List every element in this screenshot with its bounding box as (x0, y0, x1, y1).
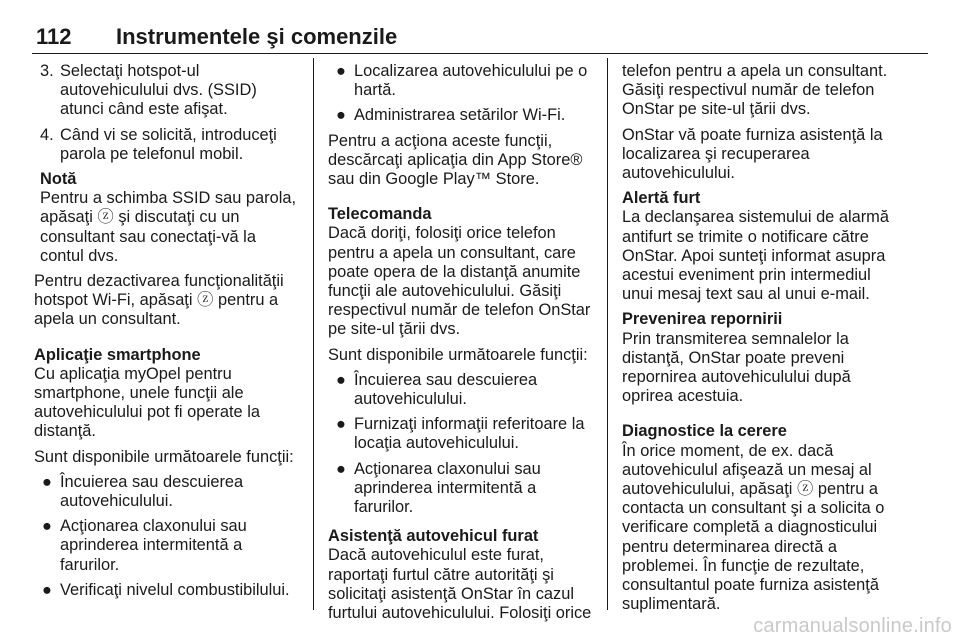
paragraph: Dacă autovehiculul este furat, raportaţi furtul către autorităţi şi solicitaţi asistenţă OnStar în cazul furtului autovehiculului. Folosiţi orice (328, 546, 592, 623)
page-title: Instrumentele şi comenzile (116, 24, 398, 49)
column-2 (328, 62, 598, 629)
section-title: Diagnostice la cerere (622, 422, 787, 441)
bullet-icon: ● (336, 106, 346, 125)
note-text: Pentru a schimba SSID sau parola, apăsaţi ⓩ şi discutaţi cu un consultant sau conectaţi-vă la contul dvs. (40, 189, 297, 265)
paragraph: Dacă doriţi, folosiţi orice telefon pentru a apela un consultant, care poate opera de la distanţă anumite funcţii ale autovehiculului. Găsiţi respectivul număr de telefon OnStar pe site-ul ţării dvs. (328, 224, 591, 339)
remote-feature-list (328, 371, 598, 517)
step-text: Când vi se solicită, introduceţi parola pe telefonul mobil. (60, 125, 277, 163)
list-item: ● Încuierea sau descuierea autovehiculului. (336, 370, 538, 409)
section-title: Asistenţă autovehicul furat (328, 527, 539, 546)
paragraph: OnStar vă poate furniza asistenţă la localizarea şi recuperarea autovehiculului. (622, 125, 883, 183)
bullet-icon: ● (42, 580, 52, 599)
list-intro: Sunt disponibile următoarele funcţii: (328, 345, 588, 364)
column-divider-2 (607, 58, 608, 610)
paragraph: Cu aplicaţia myOpel pentru smartphone, unele funcţii ale autovehiculului pot fi operate la distanţă. (34, 364, 260, 441)
bullet-icon: ● (42, 472, 52, 491)
list-item: ● Furnizaţi informaţii referitoare la locaţia autovehiculului. (336, 415, 585, 453)
list-item: ● Încuierea sau descuierea autovehiculului. (42, 472, 244, 511)
note-box (34, 170, 304, 266)
section-title: Prevenirea repornirii (622, 310, 783, 329)
list-item: ● Administrarea setărilor Wi-Fi. (336, 106, 566, 125)
bullet-icon: ● (42, 517, 52, 536)
paragraph: Prin transmiterea semnalelor la distanţă, OnStar poate preveni repornirea autovehiculului după oprirea acestuia. (622, 329, 851, 406)
paragraph: Pentru dezactivarea funcţionalităţii hotspot Wi-Fi, apăsaţi ⓩ pentru a apela un consultant. (34, 272, 284, 329)
page-number: 112 (36, 24, 72, 49)
step-number: 4. (40, 125, 54, 144)
steps-list (34, 62, 304, 164)
bullet-icon: ● (336, 62, 346, 80)
step-item (34, 126, 304, 164)
feature-list-continued (328, 62, 598, 126)
step-text: Selectaţi hotspot-ul autovehiculului dvs. (SSID) atunci când este afişat. (60, 62, 257, 119)
list-item: ● Acţionarea claxonului sau aprinderea intermitentă a farurilor. (42, 517, 247, 574)
bullet-icon: ● (336, 370, 346, 389)
bullet-icon: ● (336, 459, 346, 478)
page-header (32, 22, 928, 54)
bullet-icon: ● (336, 415, 346, 434)
section-title: Telecomanda (328, 205, 432, 224)
note-title: Notă (40, 170, 77, 189)
column-divider-1 (313, 58, 314, 610)
list-item: ● Localizarea autovehiculului pe o hartă. (336, 62, 588, 100)
paragraph: În orice moment, de ex. dacă autovehiculul afişează un mesaj al autovehiculului, apăsaţi ⓩ pentru a contacta un consultant şi a solicita o verificare completă a diagnosticului pentru determinarea directă a problemei. În funcţie de rezultate, consultantul poate furniza asistenţă suplimentară. (622, 441, 885, 614)
list-item: ● Acţionarea claxonului sau aprinderea intermitentă a farurilor. (336, 459, 541, 517)
watermark: carmanualsonline.info (753, 615, 952, 637)
step-number: 3. (40, 62, 54, 80)
paragraph: Pentru a acţiona aceste funcţii, descărcaţi aplicaţia din App Store® sau din Google Play™ Store. (328, 131, 583, 189)
list-item: ● Verificaţi nivelul combustibilului. (42, 580, 290, 599)
paragraph: telefon pentru a apela un consultant. Găsiţi respectivul număr de telefon OnStar pe site-ul ţării dvs. (622, 62, 888, 119)
feature-list (34, 473, 304, 600)
paragraph: La declanşarea sistemului de alarmă antifurt se trimite o notificare către OnStar. Apoi sunteţi informat asupra acestui eveniment prin intermediul unui mesaj text sau al unui e-mail. (622, 208, 889, 304)
column-1 (34, 62, 304, 606)
section-title: Alertă furt (622, 189, 701, 208)
column-3 (622, 62, 892, 620)
list-intro: Sunt disponibile următoarele funcţii: (34, 447, 294, 466)
step-item (34, 62, 304, 120)
section-title: Aplicaţie smartphone (34, 345, 201, 364)
